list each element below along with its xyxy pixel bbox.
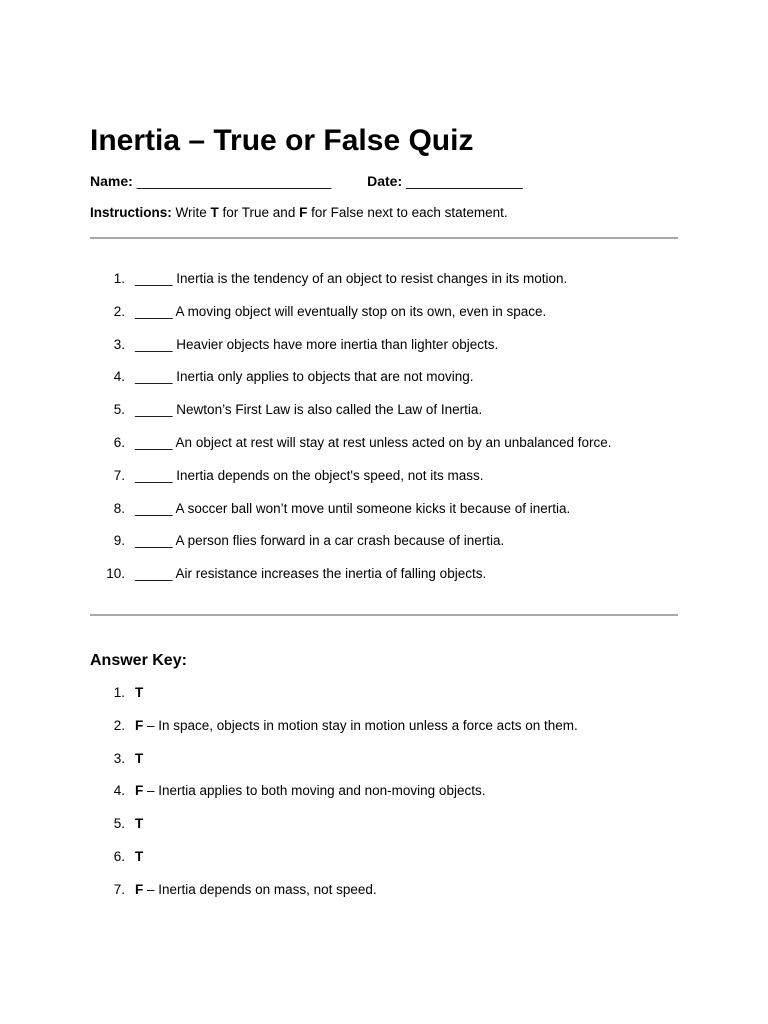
- question-text: [135, 401, 482, 419]
- answer-item: [90, 881, 678, 914]
- question-item: [90, 467, 678, 500]
- answer-number: 7.: [113, 881, 125, 897]
- answer-value: T: [135, 685, 144, 700]
- answer-blank: _____: [135, 533, 173, 549]
- answer-item: [90, 684, 678, 717]
- question-number: 5.: [113, 402, 125, 418]
- question-statement: A moving object will eventually stop on its own, even in space.: [172, 303, 547, 319]
- answer-item: [90, 848, 678, 881]
- answer-value: F: [135, 881, 144, 897]
- question-item: [90, 500, 678, 533]
- name-line: _________________________: [136, 173, 332, 189]
- answer-value: F: [135, 717, 144, 733]
- question-number: 8.: [113, 500, 125, 516]
- question-statement: Newton’s First Law is also called the Law of Inertia.: [172, 402, 483, 418]
- question-number: 10.: [106, 566, 125, 582]
- answer-explanation: – Inertia depends on mass, not speed.: [143, 881, 377, 897]
- answer-value: T: [135, 848, 144, 864]
- date-label: Date:: [367, 173, 403, 189]
- question-statement: Inertia depends on the object's speed, not its mass.: [172, 467, 484, 483]
- question-item: [90, 401, 678, 434]
- answer-blank: _____: [135, 336, 173, 352]
- answer-key-heading: Answer Key:: [90, 652, 187, 669]
- question-text: [135, 368, 473, 386]
- answer-text: [135, 684, 143, 702]
- question-number: 9.: [113, 533, 125, 549]
- question-item: [90, 565, 678, 598]
- question-text: [135, 500, 570, 518]
- answer-text: [135, 848, 143, 866]
- answer-text: [135, 782, 485, 800]
- answer-blank: _____: [135, 500, 173, 516]
- question-item: [90, 532, 678, 565]
- question-statement: A soccer ball won’t move until someone kicks it because of inertia.: [172, 500, 571, 516]
- answer-number: 4.: [113, 783, 125, 799]
- answer-number: 1.: [113, 685, 125, 700]
- instructions-text-1: Write: [171, 205, 211, 220]
- question-statement: Inertia only applies to objects that are not moving.: [172, 369, 474, 385]
- answer-number: 3.: [113, 750, 125, 766]
- name-date-fields: [90, 172, 523, 190]
- question-item: [90, 303, 678, 336]
- answer-item: [90, 750, 678, 783]
- answer-blank: _____: [135, 271, 173, 286]
- question-statement: A person flies forward in a car crash because of inertia.: [172, 533, 505, 549]
- instructions-label: Instructions:: [90, 205, 172, 220]
- instructions: [90, 204, 508, 222]
- answer-text: [135, 717, 578, 735]
- answer-number: 5.: [113, 816, 125, 832]
- question-number: 4.: [113, 369, 125, 385]
- answer-item: [90, 815, 678, 848]
- question-statement: Inertia is the tendency of an object to resist changes in its motion.: [172, 271, 568, 286]
- instructions-text-2: for True and: [218, 205, 300, 220]
- divider-bottom: [90, 614, 678, 616]
- answer-blank: _____: [135, 402, 173, 418]
- answer-value: F: [135, 783, 144, 799]
- question-text: [135, 303, 546, 321]
- question-text: [135, 336, 498, 354]
- instructions-text-3: for False next to each statement.: [307, 205, 508, 220]
- answer-value: T: [135, 816, 144, 832]
- answer-explanation: – In space, objects in motion stay in motion unless a force acts on them.: [143, 717, 578, 733]
- divider-top: [90, 237, 678, 239]
- answer-blank: _____: [135, 566, 173, 582]
- page-title: Inertia – True or False Quiz: [90, 124, 474, 157]
- question-text: [135, 532, 504, 550]
- question-number: 2.: [113, 303, 125, 319]
- question-text: [135, 467, 484, 485]
- question-list: [90, 270, 678, 598]
- answer-text: [135, 815, 143, 833]
- instructions-true-letter: T: [210, 205, 219, 220]
- question-statement: Heavier objects have more inertia than lighter objects.: [172, 336, 499, 352]
- question-statement: Air resistance increases the inertia of falling objects.: [172, 566, 487, 582]
- answer-number: 2.: [113, 717, 125, 733]
- answer-blank: _____: [135, 303, 173, 319]
- question-number: 6.: [113, 434, 125, 450]
- question-item: [90, 434, 678, 467]
- question-text: [135, 565, 486, 583]
- question-number: 1.: [113, 271, 125, 286]
- answer-key-list: [90, 684, 678, 914]
- question-text: [135, 434, 612, 452]
- answer-explanation: – Inertia applies to both moving and non-moving objects.: [143, 783, 486, 799]
- answer-item: [90, 782, 678, 815]
- answer-text: [135, 750, 143, 768]
- answer-text: [135, 881, 377, 899]
- worksheet-page: [90, 0, 678, 1024]
- question-item: [90, 368, 678, 401]
- question-item: [90, 336, 678, 369]
- name-label: Name:: [90, 173, 133, 189]
- answer-blank: _____: [135, 467, 173, 483]
- answer-number: 6.: [113, 848, 125, 864]
- answer-value: T: [135, 750, 144, 766]
- question-item: [90, 270, 678, 303]
- question-number: 3.: [113, 336, 125, 352]
- question-statement: An object at rest will stay at rest unless acted on by an unbalanced force.: [172, 434, 612, 450]
- instructions-false-letter: F: [299, 205, 308, 220]
- answer-blank: _____: [135, 434, 173, 450]
- answer-blank: _____: [135, 369, 173, 385]
- question-text: [135, 270, 567, 288]
- question-number: 7.: [113, 467, 125, 483]
- answer-item: [90, 717, 678, 750]
- date-line: _______________: [406, 173, 523, 189]
